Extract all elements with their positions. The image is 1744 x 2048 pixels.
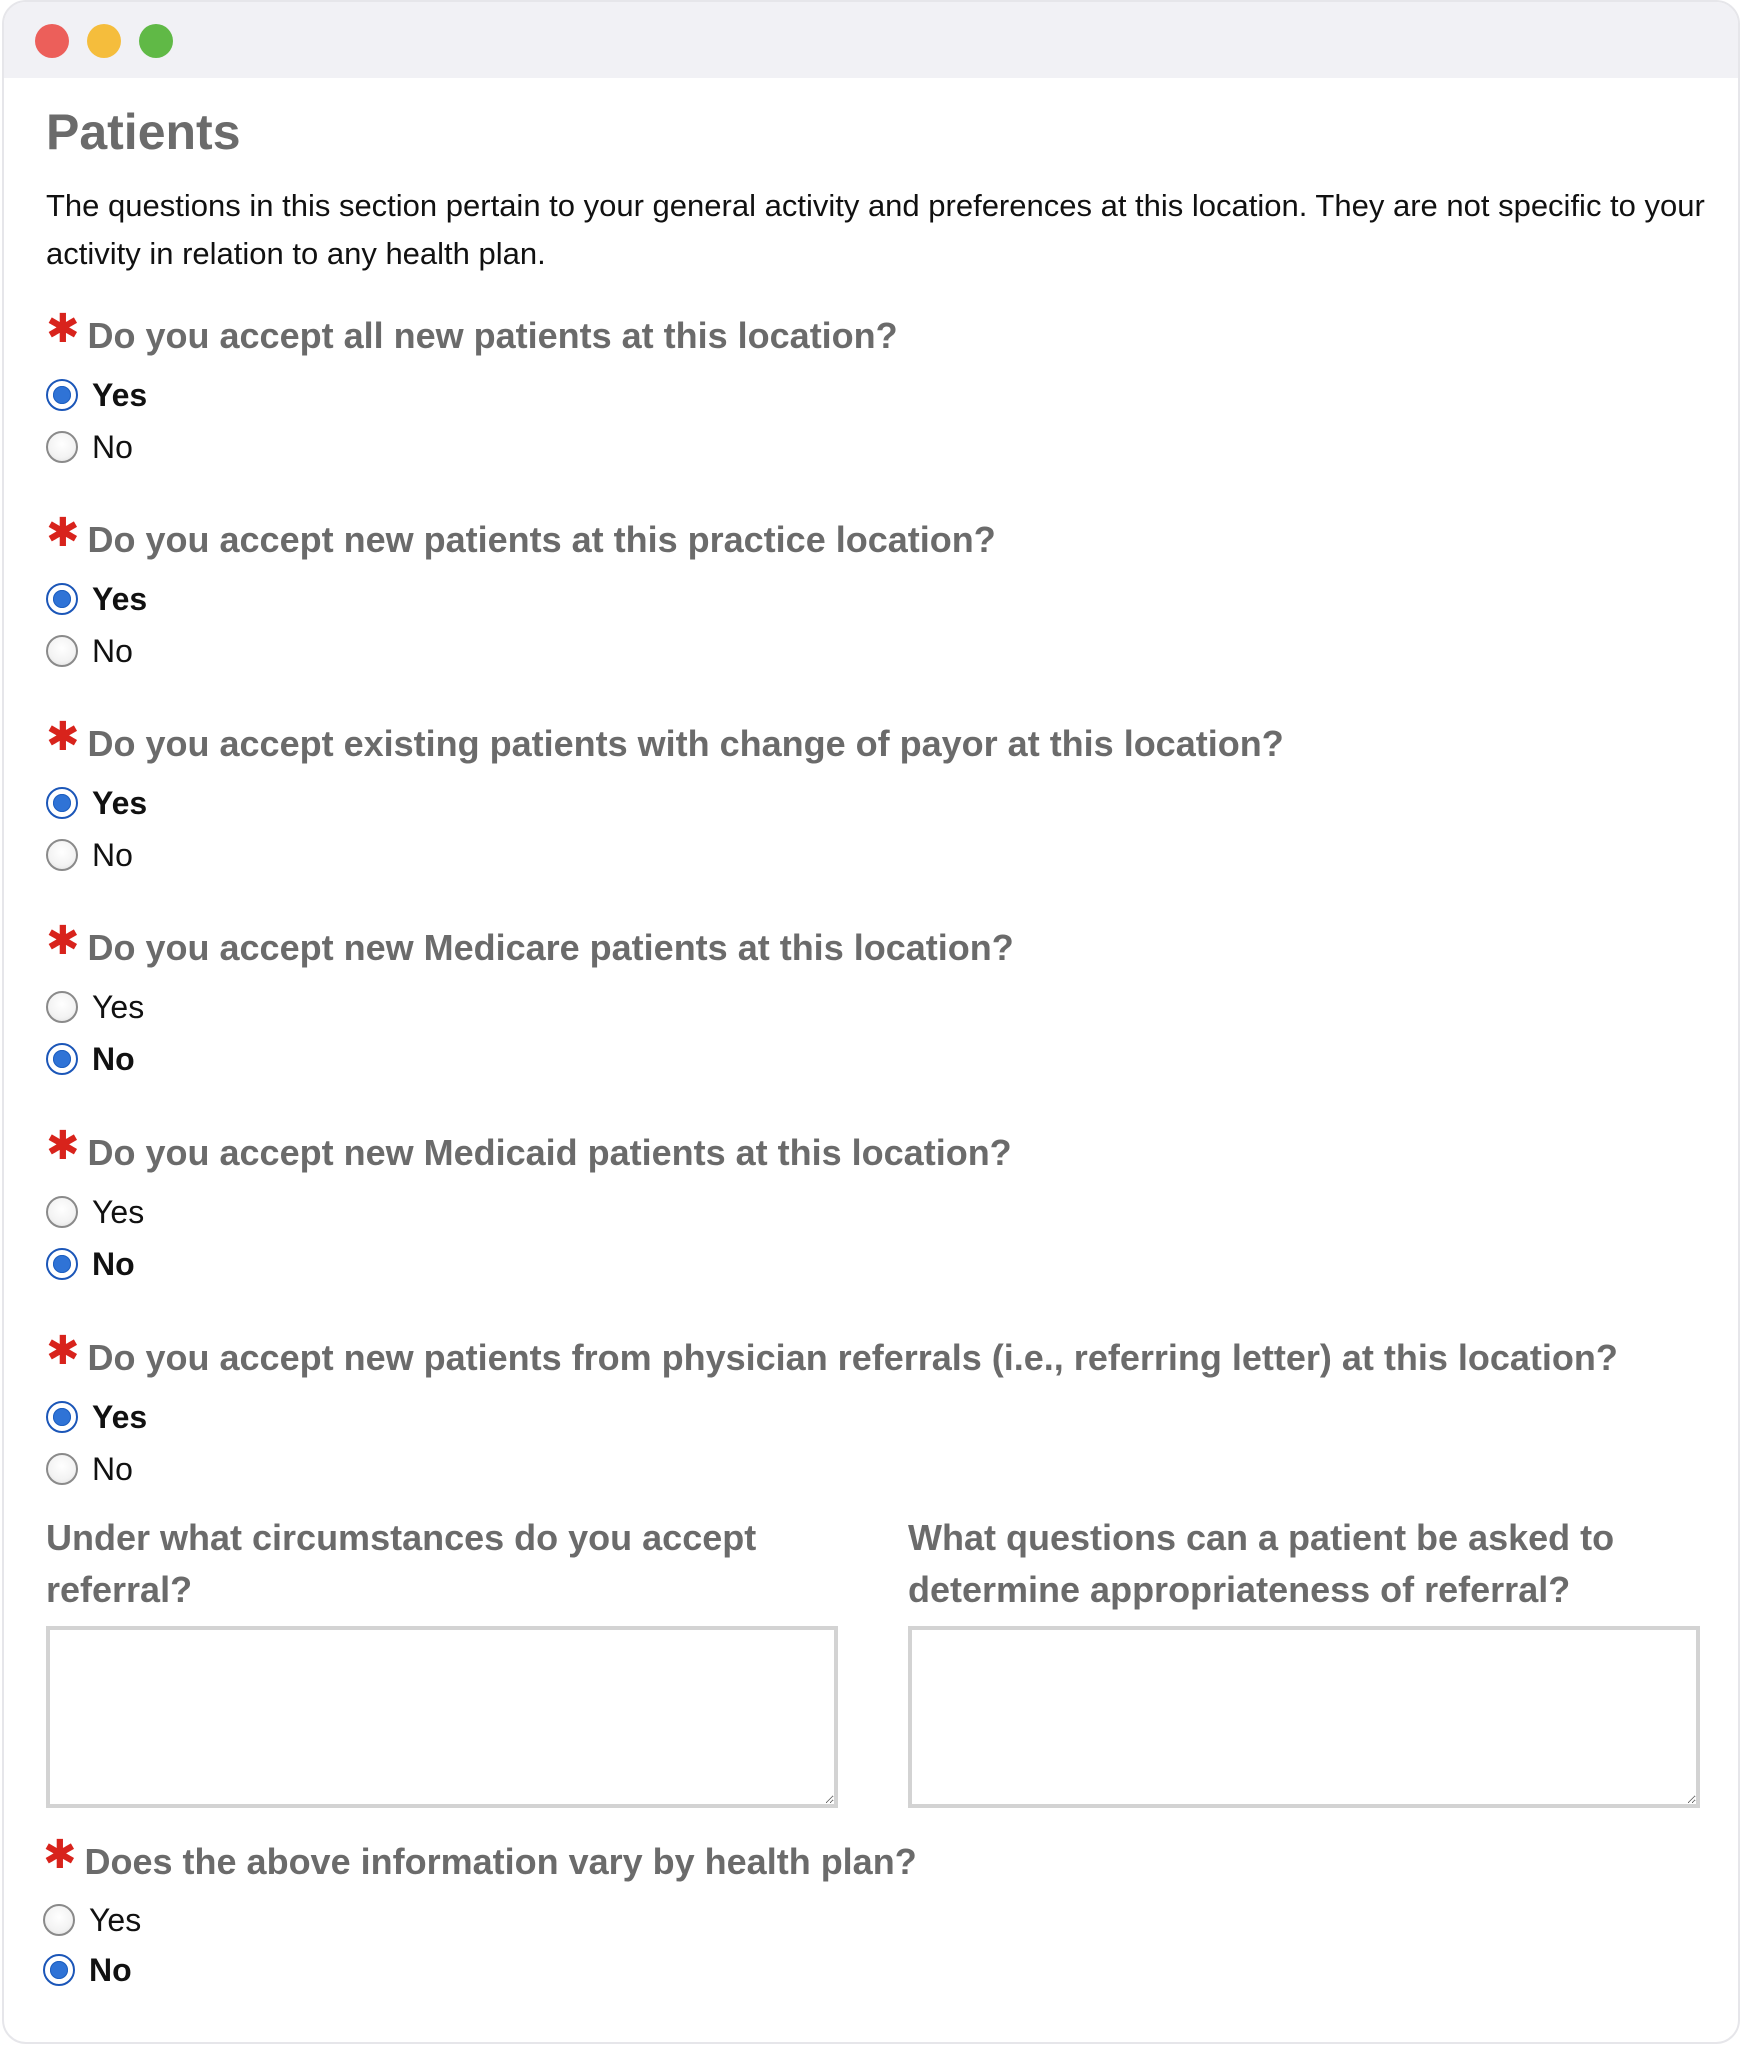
option-no[interactable]: No [46, 424, 133, 470]
radio-button-selected[interactable] [46, 1043, 78, 1075]
referral-circumstances-textarea[interactable] [46, 1626, 838, 1808]
referral-circumstances-label: Under what circumstances do you accept referral? [46, 1517, 757, 1610]
option-yes[interactable]: Yes [46, 1189, 144, 1235]
option-no[interactable]: No [46, 1446, 133, 1492]
required-asterisk-icon: ✱ [46, 715, 80, 759]
option-no[interactable]: No [46, 1036, 135, 1082]
option-no[interactable]: No [46, 628, 133, 674]
option-yes[interactable]: Yes [46, 576, 147, 622]
radio-button-selected[interactable] [46, 583, 78, 615]
required-asterisk-icon: ✱ [46, 919, 80, 963]
radio-button-selected[interactable] [46, 1401, 78, 1433]
referral-questions-textarea[interactable] [908, 1626, 1700, 1808]
question-label: ✱ Do you accept new Medicare patients at this location? [46, 919, 1014, 968]
required-asterisk-icon: ✱ [46, 1329, 80, 1373]
radio-button[interactable] [46, 991, 78, 1023]
required-asterisk-icon: ✱ [46, 1124, 80, 1168]
radio-button[interactable] [46, 635, 78, 667]
question-label: ✱ Do you accept all new patients at this location? [46, 307, 898, 356]
required-asterisk-icon: ✱ [46, 307, 80, 351]
close-window-button[interactable] [35, 24, 69, 58]
referral-questions-label: What questions can a patient be asked to determine appropriateness of referral? [908, 1517, 1615, 1610]
radio-button[interactable] [46, 1453, 78, 1485]
question-label: ✱ Do you accept new Medicaid patients at this location? [46, 1124, 1012, 1173]
question-label: ✱ Do you accept existing patients with change of payor at this location? [46, 715, 1284, 764]
radio-button-selected[interactable] [43, 1954, 75, 1986]
title-bar [4, 2, 1738, 78]
radio-button[interactable] [43, 1904, 75, 1936]
radio-button[interactable] [46, 1196, 78, 1228]
question-label: ✱ Does the above information vary by health plan? [43, 1833, 917, 1882]
option-no[interactable]: No [46, 832, 133, 878]
zoom-window-button[interactable] [139, 24, 173, 58]
question-label: ✱ Do you accept new patients from physician referrals (i.e., referring letter) at this location? [46, 1329, 1618, 1378]
section-description: The questions in this section pertain to your general activity and preferences at this location. They are not specific to your activity in relation to any health plan. [46, 188, 1705, 271]
option-no[interactable]: No [46, 1241, 135, 1287]
option-yes[interactable]: Yes [46, 984, 144, 1030]
option-yes[interactable]: Yes [46, 1394, 147, 1440]
required-asterisk-icon: ✱ [43, 1833, 77, 1877]
option-yes[interactable]: Yes [43, 1897, 141, 1943]
app-window [2, 0, 1740, 2044]
radio-button[interactable] [46, 431, 78, 463]
radio-button-selected[interactable] [46, 787, 78, 819]
radio-button-selected[interactable] [46, 379, 78, 411]
minimize-window-button[interactable] [87, 24, 121, 58]
page-title: Patients [46, 104, 241, 160]
question-label: ✱ Do you accept new patients at this practice location? [46, 511, 996, 560]
radio-button[interactable] [46, 839, 78, 871]
radio-button-selected[interactable] [46, 1248, 78, 1280]
option-yes[interactable]: Yes [46, 372, 147, 418]
option-yes[interactable]: Yes [46, 780, 147, 826]
required-asterisk-icon: ✱ [46, 511, 80, 555]
option-no[interactable]: No [43, 1947, 132, 1993]
